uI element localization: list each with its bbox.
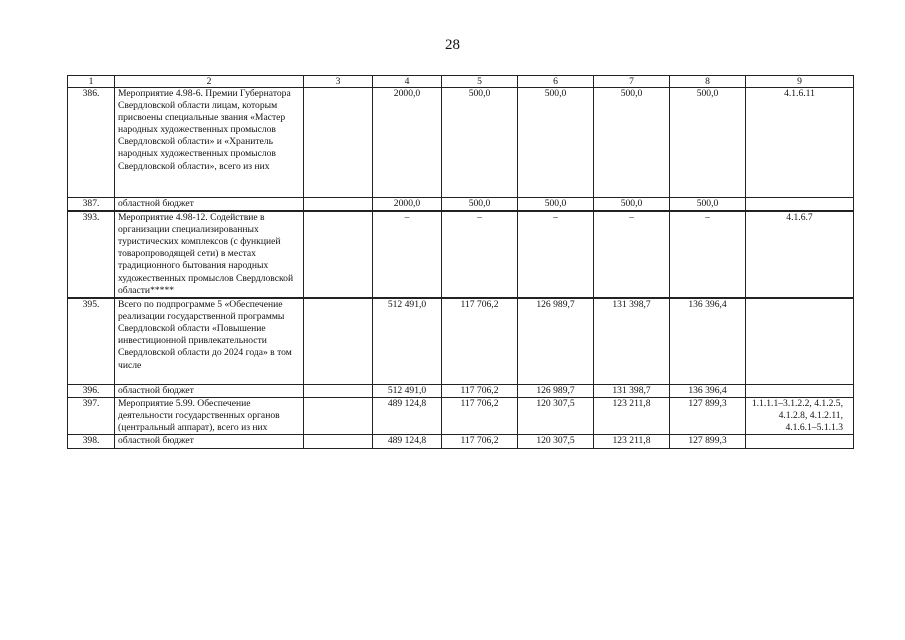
column-header: 6 (518, 76, 594, 88)
row-value-6: 500,0 (518, 198, 594, 212)
row-code (746, 385, 854, 398)
row-value-8: 127 899,3 (670, 435, 746, 448)
row-value-6: 126 989,7 (518, 298, 594, 385)
row-value-6: – (518, 211, 594, 298)
table-row (68, 298, 854, 385)
row-code (746, 298, 854, 385)
row-value-8: – (670, 211, 746, 298)
row-col3 (304, 88, 373, 198)
row-value-8: 500,0 (670, 198, 746, 212)
table-row (68, 385, 854, 398)
column-header: 1 (68, 76, 115, 88)
row-number: 398. (68, 435, 115, 448)
row-value-4: 489 124,8 (373, 398, 442, 435)
budget-table (67, 75, 854, 449)
row-code (746, 198, 854, 212)
row-value-5: 500,0 (442, 198, 518, 212)
row-value-8: 136 396,4 (670, 298, 746, 385)
column-header: 8 (670, 76, 746, 88)
row-code (746, 435, 854, 448)
row-value-6: 126 989,7 (518, 385, 594, 398)
row-value-5: 117 706,2 (442, 385, 518, 398)
column-header: 7 (594, 76, 670, 88)
row-code: 1.1.1.1–3.1.2.2, 4.1.2.5, 4.1.2.8, 4.1.2.11, 4.1.6.1–5.1.1.3 (746, 398, 854, 435)
page-number: 28 (445, 37, 460, 53)
row-name: Мероприятие 5.99. Обеспечение деятельности государственных органов (центральный аппарат), всего из них (115, 398, 304, 435)
row-value-8: 127 899,3 (670, 398, 746, 435)
row-number: 397. (68, 398, 115, 435)
column-header: 9 (746, 76, 854, 88)
table-row (68, 88, 854, 198)
row-name: Мероприятие 4.98-12. Содействие в организации специализированных туристических комплексов (с функцией товаропроводящей сети) в местах традиционного бытования народных художественных промыслов Свердловской области***** (115, 211, 304, 298)
row-value-4: – (373, 211, 442, 298)
row-value-4: 2000,0 (373, 88, 442, 198)
row-value-4: 2000,0 (373, 198, 442, 212)
row-value-4: 512 491,0 (373, 298, 442, 385)
row-code: 4.1.6.11 (746, 88, 854, 198)
row-col3 (304, 435, 373, 448)
row-value-5: 117 706,2 (442, 435, 518, 448)
row-value-6: 120 307,5 (518, 435, 594, 448)
row-value-8: 136 396,4 (670, 385, 746, 398)
table-row (68, 211, 854, 298)
row-col3 (304, 211, 373, 298)
row-number: 396. (68, 385, 115, 398)
row-value-6: 500,0 (518, 88, 594, 198)
table-row (68, 398, 854, 435)
table-header-row (68, 76, 854, 88)
row-number: 393. (68, 211, 115, 298)
row-value-5: 117 706,2 (442, 298, 518, 385)
row-value-8: 500,0 (670, 88, 746, 198)
row-number: 395. (68, 298, 115, 385)
row-number: 386. (68, 88, 115, 198)
row-value-7: 131 398,7 (594, 385, 670, 398)
row-value-5: – (442, 211, 518, 298)
row-value-7: 123 211,8 (594, 398, 670, 435)
row-value-4: 489 124,8 (373, 435, 442, 448)
column-header: 3 (304, 76, 373, 88)
row-value-5: 500,0 (442, 88, 518, 198)
column-header: 4 (373, 76, 442, 88)
row-code: 4.1.6.7 (746, 211, 854, 298)
table-row (68, 435, 854, 448)
row-value-7: – (594, 211, 670, 298)
row-value-4: 512 491,0 (373, 385, 442, 398)
row-value-7: 123 211,8 (594, 435, 670, 448)
row-name: областной бюджет (115, 435, 304, 448)
column-header: 2 (115, 76, 304, 88)
row-name: Мероприятие 4.98-6. Премии Губернатора Свердловской области лицам, которым присвоены специальные звания «Мастер народных художественных промыслов Свердловской области» и «Хранитель народных художественных промыслов Свердловской области», всего из них (115, 88, 304, 198)
row-number: 387. (68, 198, 115, 212)
row-value-7: 500,0 (594, 198, 670, 212)
row-value-5: 117 706,2 (442, 398, 518, 435)
row-col3 (304, 198, 373, 212)
row-value-6: 120 307,5 (518, 398, 594, 435)
row-value-7: 500,0 (594, 88, 670, 198)
row-name: областной бюджет (115, 198, 304, 212)
row-name: Всего по подпрограмме 5 «Обеспечение реализации государственной программы Свердловской области «Повышение инвестиционной привлекательности Свердловской области до 2024 года» в том числе (115, 298, 304, 385)
row-col3 (304, 298, 373, 385)
row-value-7: 131 398,7 (594, 298, 670, 385)
row-col3 (304, 385, 373, 398)
row-col3 (304, 398, 373, 435)
table-row (68, 198, 854, 212)
row-name: областной бюджет (115, 385, 304, 398)
column-header: 5 (442, 76, 518, 88)
